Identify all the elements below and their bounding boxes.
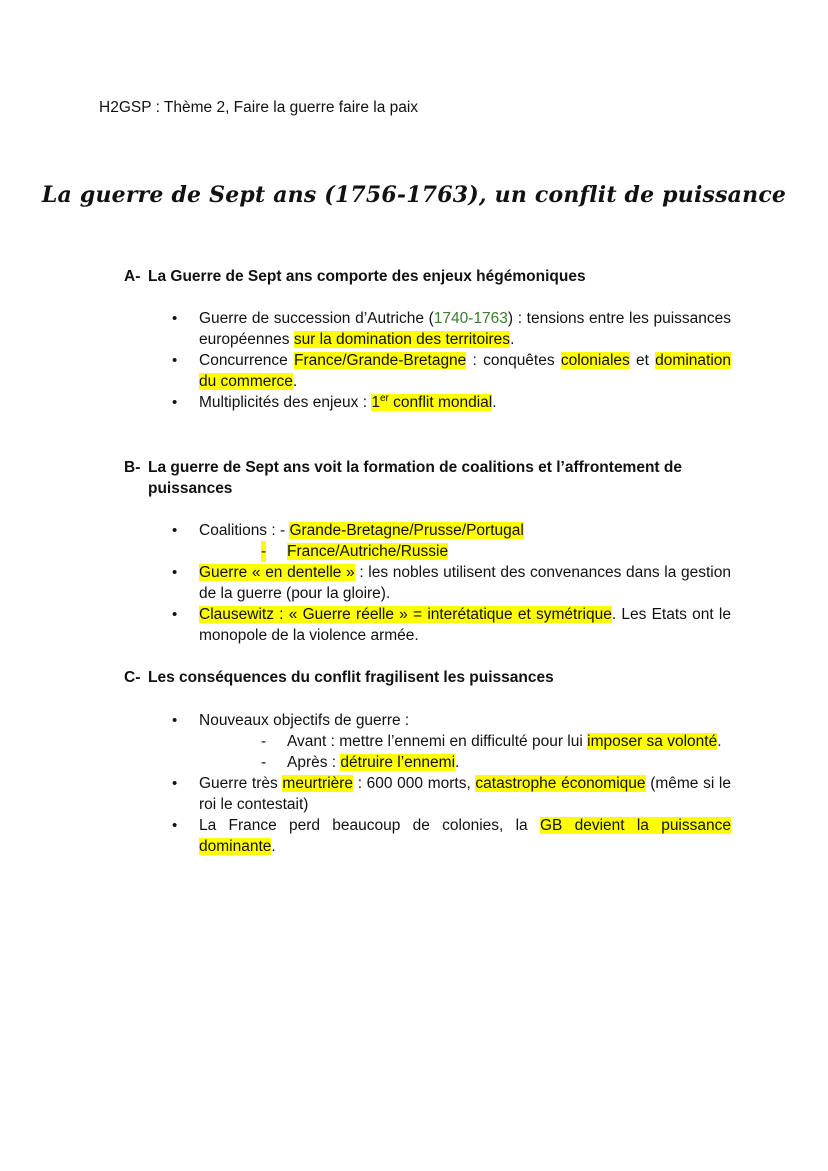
text: . [271,838,276,855]
text: Nouveaux objectifs de guerre : [199,712,410,729]
list-item [172,520,731,562]
list-item [172,815,731,857]
text: ) : tensions entre les puissances européennes [199,310,731,348]
text: Guerre de succession d’Autriche ( [199,310,434,327]
highlight: Clausewitz : « Guerre réelle » = interétatique et symétrique [199,606,612,623]
dash: - [261,754,267,771]
section-c-title: Les conséquences du conflit fragilisent les puissances [148,669,554,686]
text: : 600 000 morts, [353,775,476,792]
section-b-list [172,520,731,646]
text: . [292,373,298,390]
text: Multiplicités des enjeux : [199,394,372,411]
section-a-letter: A- [124,268,141,285]
highlight: Guerre « en dentelle » [199,564,355,581]
highlight: France/Grande-Bretagne [293,352,467,369]
list-item [172,350,731,392]
highlight: Grande-Bretagne/Prusse/Portugal [289,522,524,539]
highlight: catastrophe économique [475,775,646,792]
section-c-letter: C- [124,669,141,686]
list-item [172,773,731,815]
text: Concurrence [199,352,294,369]
text: . [455,754,460,771]
superscript: er [379,392,389,404]
sub-item [199,752,731,773]
list-item [172,604,731,646]
text: . [510,331,515,348]
highlight: sur la domination des territoires [293,331,511,348]
section-b-heading [124,457,732,499]
text: . [717,733,722,750]
text: : conquêtes [466,352,561,369]
text: Coalitions : - [199,522,290,539]
highlight: meurtrière [282,775,354,792]
section-c-heading [124,667,732,688]
highlight: domination du commerce [199,352,731,390]
section-a-list [172,308,731,413]
list-item [172,562,731,604]
list-item [172,710,731,773]
text: Après : [287,754,341,771]
section-a-heading [124,266,732,287]
section-b-letter: B- [124,459,141,476]
text: 1 [371,394,380,411]
text: Guerre très [199,775,283,792]
section-a-title: La Guerre de Sept ans comporte des enjeux hégémoniques [148,268,586,285]
date-range: 1740-1763 [433,310,508,327]
document-header: H2GSP : Thème 2, Faire la guerre faire la paix [99,99,419,116]
text: Avant : mettre l’ennemi en difficulté pour lui [287,733,588,750]
document-title: La guerre de Sept ans (1756-1763), un conflit de puissance [41,182,787,208]
text: et [629,352,656,369]
list-item [172,392,731,413]
text: . [492,394,497,411]
highlight: détruire l’ennemi [340,754,456,771]
section-b-title-line2: puissances [148,480,233,497]
sub-item [199,541,731,562]
dash: - [261,733,267,750]
list-item [172,308,731,350]
section-c-list [172,710,731,857]
dash: - [261,543,267,560]
text: (même si le roi le contestait) [199,775,731,813]
text: conflit mondial [388,394,493,411]
highlight: coloniales [560,352,630,369]
sub-item [199,731,731,752]
highlight: GB devient la puissance dominante [199,817,731,855]
text: La France perd beaucoup de colonies, la [199,817,540,834]
highlight: France/Autriche/Russie [287,543,449,560]
text: . Les Etats ont le monopole de la violence armée. [199,606,731,644]
text: : les nobles utilisent des convenances dans la gestion de la guerre (pour la gloire). [199,564,731,602]
highlight [371,394,492,411]
highlight: imposer sa volonté [587,733,718,750]
section-b-title-line1: La guerre de Sept ans voit la formation de coalitions et l’affrontement de [148,459,682,476]
